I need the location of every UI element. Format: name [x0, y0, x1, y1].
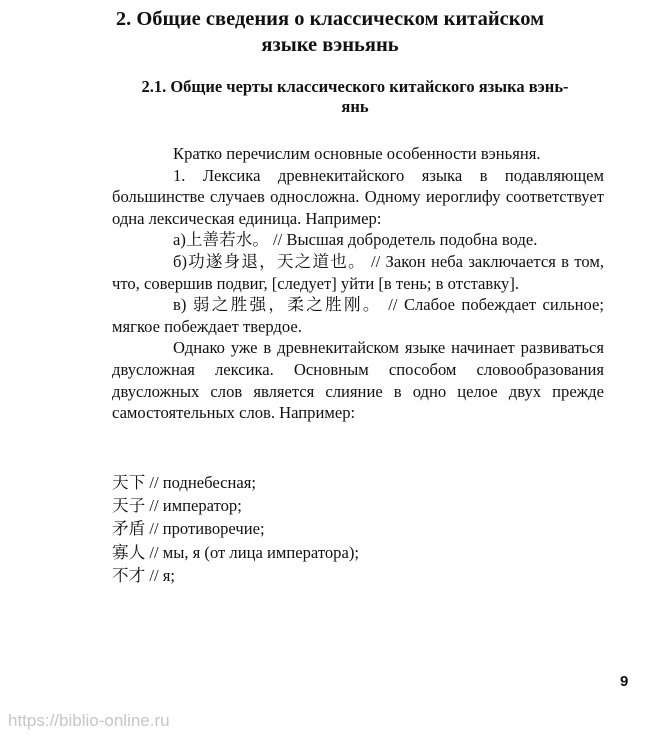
example-line-tianxia: 天下 // поднебесная; — [112, 473, 256, 492]
paragraph-example-c: в) 弱之胜强，柔之胜刚。 // Слабое побеждает сильное; мягкое побеждает твердое. — [112, 295, 604, 336]
paragraph-intro: Кратко перечислим основные особенности вэньяня. — [173, 144, 541, 163]
watermark-url: https://biblio-online.ru — [8, 711, 170, 730]
section-title-line-1: 2.1. Общие черты классического китайского языка вэнь- — [141, 77, 569, 96]
example-line-tianzi: 天子 // император; — [112, 496, 242, 516]
section-title-line-2: янь — [341, 97, 369, 116]
body-text — [112, 143, 604, 424]
paragraph-disyllabic: Однако уже в древнекитайском языке начинает развиваться двусложная лексика. Основным способом словообразования двусложных слов является слияние в одно целое двух прежде самостоятельных слов. Например: — [112, 338, 604, 423]
example-line-guaren: 寡人 // мы, я (от лица императора); — [112, 542, 359, 562]
chapter-title-line-2: языке вэньянь — [261, 34, 399, 56]
chapter-title-line-1: 2. Общие сведения о классическом китайском — [115, 8, 545, 30]
word-examples-list — [112, 471, 604, 587]
paragraph-example-a: а)上善若水。 // Высшая добродетель подобна воде. — [173, 230, 538, 250]
paragraph-example-b: б)功遂身退，天之道也。 // Закон неба заключается в том, что, совершив подвиг, [следует] уйти [в тень; в отставку]. — [112, 251, 604, 293]
paragraph-point-1: 1. Лексика древнекитайского языка в подавляющем большинстве случаев односложна. Одному иероглифу соответствует одна лексическая единица. Например: — [112, 165, 604, 228]
example-line-bucai: 不才 // я; — [112, 565, 175, 585]
example-line-maodun: 矛盾 // противоречие; — [112, 519, 265, 539]
chapter-title — [60, 6, 600, 58]
section-title — [95, 77, 615, 117]
page-number: 9 — [620, 673, 629, 690]
